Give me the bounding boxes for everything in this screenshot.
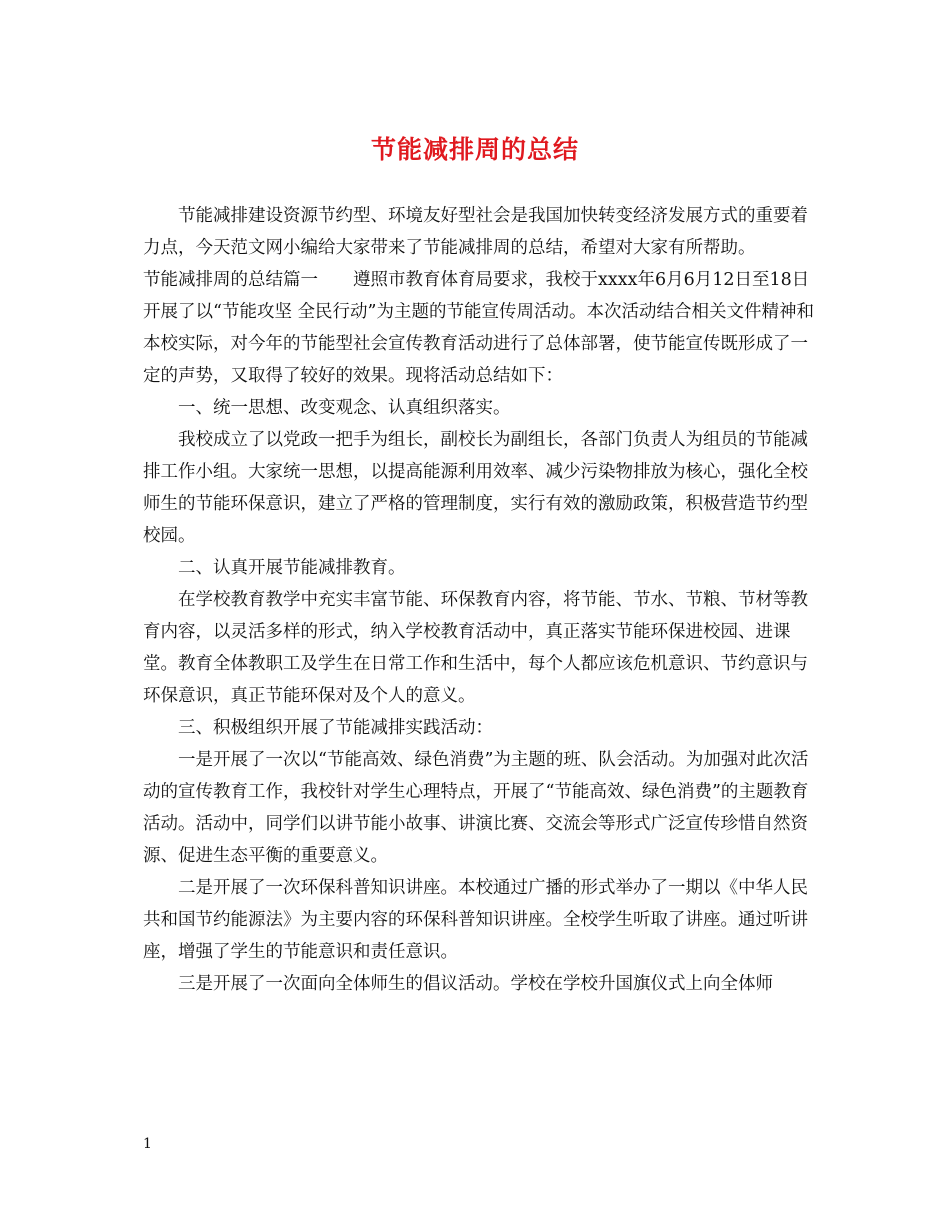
section-heading-1: 一、统一思想、改变观念、认真组织落实。	[178, 398, 511, 418]
section-heading-3: 三、积极组织开展了节能减排实践活动：	[178, 718, 493, 738]
paragraph-intro: 节能减排建设资源节约型、环境友好型社会是我国加快转变经济发展方式的重要着力点，今天范文网小编给大家带来了节能减排周的总结，希望对大家有所帮助。	[143, 206, 808, 258]
paragraph-section-2: 在学校教育教学中充实丰富节能、环保教育内容，将节能、节水、节粮、节材等教育内容，以灵活多样的形式，纳入学校教育活动中，真正落实节能环保进校园、进课堂。教育全体教职工及学生在日常工作和生活中，每个人都应该危机意识、节约意识与环保意识，真正节能环保对及个人的意义。	[143, 590, 808, 706]
paragraph-activity-2: 二是开展了一次环保科普知识讲座。本校通过广播的形式举办了一期以《中华人民共和国节约能源法》为主要内容的环保科普知识讲座。全校学生听取了讲座。通过听讲座，增强了学生的节能意识和责任意识。	[143, 878, 808, 962]
page-number: 1	[143, 1136, 152, 1152]
paragraph-activity-3: 三是开展了一次面向全体师生的倡议活动。学校在学校升国旗仪式上向全体师	[178, 974, 773, 994]
document-body	[143, 200, 823, 1000]
document-title: 节能减排周的总结	[370, 135, 579, 164]
section-heading-2: 二、认真开展节能减排教育。	[178, 558, 406, 578]
paragraph-section-1: 我校成立了以党政一把手为组长，副校长为副组长，各部门负责人为组员的节能减排工作小组。大家统一思想，以提高能源利用效率、减少污染物排放为核心，强化全校师生的节能环保意识，建立了严格的管理制度，实行有效的激励政策，积极营造节约型校园。	[143, 430, 808, 546]
paragraph-activity-1: 一是开展了一次以“节能高效、绿色消费”为主题的班、队会活动。为加强对此次活动的宣传教育工作，我校针对学生心理特点，开展了“节能高效、绿色消费”的主题教育活动。活动中，同学们以讲节能小故事、讲演比赛、交流会等形式广泛宣传珍惜自然资源、促进生态平衡的重要意义。	[143, 750, 809, 866]
paragraph-part-one: 节能减排周的总结篇一 遵照市教育体育局要求，我校于xxxx年6月6月12日至18日 开展了以“节能攻坚 全民行动”为主题的节能宣传周活动。本次活动结合相关文件精神和本校实际，对今年的节能型社会宣传教育活动进行了总体部署，使节能宣传既形成了一定的声势，又取得了较好的效果。现将活动总结如下：	[143, 270, 814, 386]
